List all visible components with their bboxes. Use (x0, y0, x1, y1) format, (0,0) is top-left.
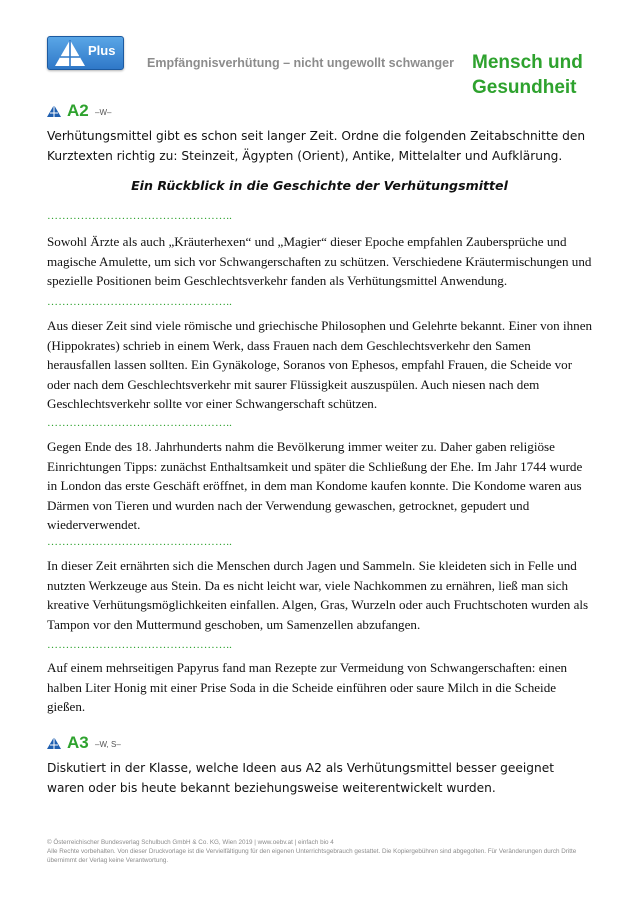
task-number: A3 (67, 733, 89, 752)
task-a3-heading (47, 733, 187, 753)
answer-blank[interactable]: ………………………………………….. (47, 417, 233, 429)
triangle-logo-icon (54, 39, 86, 67)
competence-label: –W– (95, 108, 112, 117)
answer-blank[interactable]: ………………………………………….. (47, 536, 233, 548)
footer-copyright: © Österreichischer Bundesverlag Schulbuch GmbH & Co. KG, Wien 2019 | www.oebv.at | einfach bio 4 (47, 839, 334, 846)
competence-label: –W, S– (95, 740, 121, 749)
task-a2-instruction: Verhütungsmittel gibt es schon seit langer Zeit. Ordne die folgenden Zeitabschnitte den Kurztexten richtig zu: Steinzeit, Ägypten (Orient), Antike, Mittelalter und Aufklärung. (47, 129, 586, 163)
answer-blank[interactable]: ………………………………………….. (47, 296, 233, 308)
task-a2-heading (47, 101, 167, 121)
history-paragraph: Gegen Ende des 18. Jahrhunderts nahm die Bevölkerung immer weiter zu. Daher gaben religiöse Einrichtungen Tipps: zunächst Enthaltsamkeit und später die Schließung der Ehe. Im Jahr 1744 wurde in London das erste Geschäft eröffnet, in dem man Kondome kaufen konnte. Die Kondome waren aus Därmen von Tieren und wurden nach der Verwendung gewaschen, getrocknet, gepudert und wiederverwendet. (47, 439, 583, 533)
task-triangle-icon (47, 105, 61, 117)
history-paragraph: Auf einem mehrseitigen Papyrus fand man Rezepte zur Vermeidung von Schwangerschaften: einen halben Liter Honig mit einer Prise Soda in die Scheide einführen oder saure Milch in die Scheide gießen. (47, 660, 568, 715)
task-a3-instruction: Diskutiert in der Klasse, welche Ideen aus A2 als Verhütungsmittel besser geeignet waren oder bis heute bekannt beziehungsweise weiterentwickelt wurden. (47, 761, 554, 795)
worksheet-topic: Empfängnisverhütung – nicht ungewollt schwanger (147, 56, 454, 70)
task-number: A2 (67, 101, 89, 120)
history-paragraph: Sowohl Ärzte als auch „Kräuterhexen“ und „Magier“ dieser Epoche empfahlen Zaubersprüche und magische Amulette, um sich vor Schwangerschaften zu schützen. Verschiedene Kräutermischungen und spezielle Positionen beim Geschlechtsverkehr fanden als Verhütungsmittel Anwendung. (47, 234, 592, 289)
task-triangle-icon (47, 737, 61, 749)
answer-blank[interactable]: ………………………………………….. (47, 210, 233, 222)
text-title: Ein Rückblick in die Geschichte der Verhütungsmittel (131, 178, 508, 193)
subject-title: Mensch und Gesundheit (472, 52, 583, 98)
history-paragraph: In dieser Zeit ernährten sich die Menschen durch Jagen und Sammeln. Sie kleideten sich in Felle und nutzten Werkzeuge aus Stein. Da es nicht leicht war, viele Nachkommen zu ernähren, ließ man sich kreative Verhütungsmöglichkeiten einfallen. Algen, Gras, Wurzeln oder auch Fruchtschoten wurden als Tampon vor den Muttermund geschoben, um Samenzellen abzufangen. (47, 558, 589, 632)
footer-rights: Alle Rechte vorbehalten. Von dieser Druckvorlage ist die Vervielfältigung für den eigenen Unterrichtsgebrauch gestattet. Die Kopiergebühren sind abgegolten. Für Veränderungen durch Dritte übernimmt der Verlag keine Verantwortung. (47, 848, 577, 864)
history-paragraph: Aus dieser Zeit sind viele römische und griechische Philosophen und Gelehrte bekannt. Einer von ihnen (Hippokrates) schrieb in einem Werk, dass Frauen nach dem Geschlechtsverkehr den Samen herausfallen lassen sollten. Ein Gynäkologe, Soranos von Ephesos, empfahl Frauen, die Scheide vor oder nach dem Geschlechtsverkehr mit saurer Flüssigkeit auszuspülen. Auch niesen nach dem Geschlechtsverkehr sollte vor einer Schwangerschaft schützen. (47, 318, 593, 412)
publisher-logo (47, 36, 124, 70)
logo-label: Plus (88, 43, 116, 58)
answer-blank[interactable]: ………………………………………….. (47, 639, 233, 651)
